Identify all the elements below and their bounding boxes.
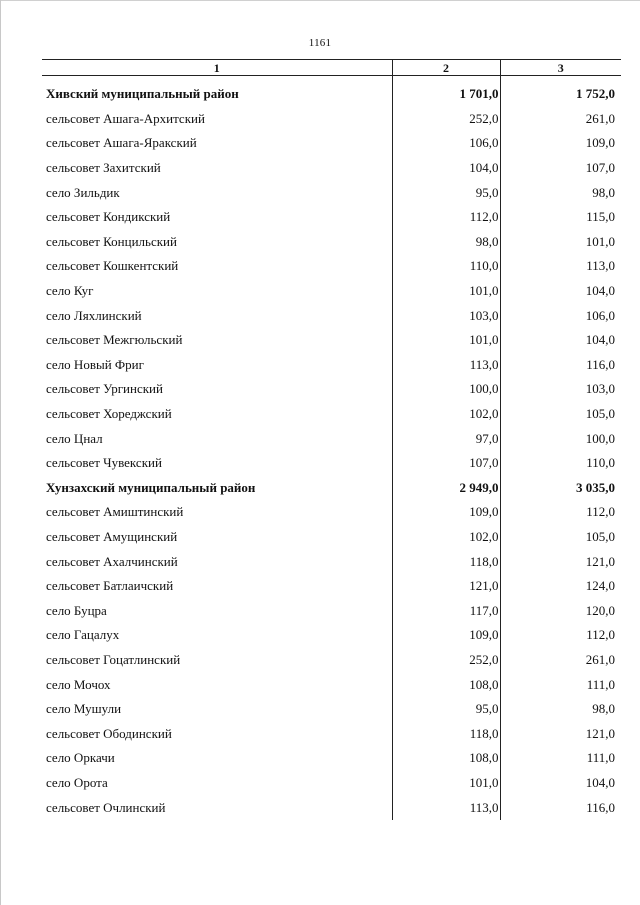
value-cell-col3: 107,0 (585, 160, 615, 176)
value-cell-col3: 3 035,0 (576, 479, 615, 495)
value-cell-col2: 118,0 (392, 721, 500, 746)
table-row (42, 303, 621, 328)
settlement-name-cell: село Оркачи (46, 750, 115, 766)
table-row (42, 451, 621, 476)
settlement-name-cell: сельсовет Хореджский (46, 406, 172, 422)
settlement-name-cell: сельсовет Батлаичский (46, 578, 174, 594)
settlement-name-cell: сельсовет Концильский (46, 233, 177, 249)
settlement-name-cell: село Куг (46, 283, 94, 299)
table-row (42, 648, 621, 673)
table-row (42, 795, 621, 820)
settlement-name-cell: сельсовет Кондикский (46, 209, 171, 225)
value-cell-col2: 102,0 (392, 402, 500, 427)
settlement-name-cell: сельсовет Чувекский (46, 455, 162, 471)
value-cell-col3: 120,0 (585, 602, 615, 618)
column-header-1: 1 (42, 60, 392, 76)
district-row (42, 76, 621, 107)
settlement-name-cell: село Мушули (46, 701, 122, 717)
value-cell-col2: 1 701,0 (392, 76, 500, 107)
value-cell-col2: 108,0 (392, 746, 500, 771)
value-cell-col2: 113,0 (392, 353, 500, 378)
settlement-name-cell: сельсовет Межгюльский (46, 332, 183, 348)
value-cell-col2: 117,0 (392, 598, 500, 623)
page-number: 1161 (308, 37, 332, 49)
settlement-name-cell: село Зильдик (46, 184, 120, 200)
value-cell-col2: 104,0 (392, 156, 500, 181)
value-cell-col3: 121,0 (585, 725, 615, 741)
value-cell-col3: 110,0 (586, 455, 615, 471)
value-cell-col3: 100,0 (585, 430, 615, 446)
value-cell-col2: 106,0 (392, 131, 500, 156)
value-cell-col3: 101,0 (585, 233, 615, 249)
table-body (42, 76, 621, 820)
value-cell-col2: 102,0 (392, 525, 500, 550)
value-cell-col3: 105,0 (585, 528, 615, 544)
data-table-container (42, 59, 621, 820)
district-row (42, 476, 621, 501)
value-cell-col3: 115,0 (586, 209, 615, 225)
table-row (42, 402, 621, 427)
value-cell-col3: 104,0 (585, 332, 615, 348)
value-cell-col3: 104,0 (585, 283, 615, 299)
table-row (42, 623, 621, 648)
settlement-name-cell: сельсовет Очлинский (46, 799, 166, 815)
value-cell-col2: 101,0 (392, 279, 500, 304)
value-cell-col2: 109,0 (392, 500, 500, 525)
value-cell-col2: 107,0 (392, 451, 500, 476)
settlement-name-cell: село Гацалух (46, 627, 120, 643)
value-cell-col3: 113,0 (586, 258, 615, 274)
table-row (42, 205, 621, 230)
value-cell-col2: 252,0 (392, 648, 500, 673)
value-cell-col3: 98,0 (592, 184, 615, 200)
value-cell-col2: 110,0 (392, 254, 500, 279)
value-cell-col2: 101,0 (392, 328, 500, 353)
district-name-cell: Хивский муниципальный район (46, 86, 239, 102)
table-row (42, 353, 621, 378)
settlement-name-cell: сельсовет Ахалчинский (46, 553, 178, 569)
value-cell-col3: 112,0 (586, 504, 615, 520)
value-cell-col2: 97,0 (392, 426, 500, 451)
settlement-name-cell: село Мочох (46, 676, 111, 692)
value-cell-col3: 116,0 (586, 356, 615, 372)
table-row (42, 500, 621, 525)
settlement-name-cell: сельсовет Захитский (46, 160, 161, 176)
settlement-name-cell: село Ляхлинский (46, 307, 142, 323)
column-header-2: 2 (392, 60, 500, 76)
header-row (42, 60, 621, 76)
value-cell-col3: 1 752,0 (576, 86, 615, 102)
value-cell-col2: 95,0 (392, 697, 500, 722)
data-table (42, 59, 621, 820)
table-row (42, 279, 621, 304)
value-cell-col2: 121,0 (392, 574, 500, 599)
value-cell-col3: 103,0 (585, 381, 615, 397)
value-cell-col2: 95,0 (392, 180, 500, 205)
value-cell-col3: 106,0 (585, 307, 615, 323)
table-header (42, 60, 621, 76)
value-cell-col2: 108,0 (392, 672, 500, 697)
value-cell-col3: 116,0 (586, 799, 615, 815)
table-row (42, 697, 621, 722)
table-row (42, 107, 621, 132)
table-row (42, 180, 621, 205)
scan-edge-left (0, 0, 1, 905)
value-cell-col3: 104,0 (585, 774, 615, 790)
value-cell-col3: 98,0 (592, 701, 615, 717)
table-row (42, 746, 621, 771)
table-row (42, 549, 621, 574)
value-cell-col2: 112,0 (392, 205, 500, 230)
table-row (42, 230, 621, 255)
table-row (42, 131, 621, 156)
settlement-name-cell: сельсовет Амущинский (46, 528, 178, 544)
value-cell-col2: 2 949,0 (392, 476, 500, 501)
value-cell-col2: 109,0 (392, 623, 500, 648)
table-row (42, 672, 621, 697)
table-row (42, 254, 621, 279)
settlement-name-cell: село Буцра (46, 602, 107, 618)
value-cell-col3: 105,0 (585, 406, 615, 422)
settlement-name-cell: сельсовет Ашага-Яракский (46, 135, 197, 151)
settlement-name-cell: сельсовет Ашага-Архитский (46, 110, 205, 126)
value-cell-col2: 118,0 (392, 549, 500, 574)
settlement-name-cell: сельсовет Кошкентский (46, 258, 179, 274)
value-cell-col3: 109,0 (585, 135, 615, 151)
value-cell-col3: 261,0 (585, 110, 615, 126)
value-cell-col2: 252,0 (392, 107, 500, 132)
table-row (42, 771, 621, 796)
column-header-3: 3 (500, 60, 621, 76)
table-row (42, 721, 621, 746)
table-row (42, 426, 621, 451)
value-cell-col3: 111,0 (586, 750, 615, 766)
table-row (42, 525, 621, 550)
value-cell-col3: 121,0 (585, 553, 615, 569)
value-cell-col2: 100,0 (392, 377, 500, 402)
district-name-cell: Хунзахский муниципальный район (46, 479, 256, 495)
settlement-name-cell: село Цнал (46, 430, 103, 446)
value-cell-col3: 124,0 (585, 578, 615, 594)
table-row (42, 156, 621, 181)
settlement-name-cell: сельсовет Ургинский (46, 381, 163, 397)
value-cell-col2: 103,0 (392, 303, 500, 328)
value-cell-col3: 112,0 (586, 627, 615, 643)
settlement-name-cell: сельсовет Ободинский (46, 725, 172, 741)
value-cell-col3: 111,0 (586, 676, 615, 692)
value-cell-col2: 98,0 (392, 230, 500, 255)
value-cell-col2: 101,0 (392, 771, 500, 796)
table-row (42, 598, 621, 623)
settlement-name-cell: сельсовет Гоцатлинский (46, 651, 181, 667)
value-cell-col3: 261,0 (585, 651, 615, 667)
table-row (42, 377, 621, 402)
settlement-name-cell: село Новый Фриг (46, 356, 144, 372)
settlement-name-cell: село Орота (46, 774, 108, 790)
scan-edge-top (0, 0, 640, 1)
table-row (42, 328, 621, 353)
settlement-name-cell: сельсовет Амиштинский (46, 504, 184, 520)
table-row (42, 574, 621, 599)
value-cell-col2: 113,0 (392, 795, 500, 820)
